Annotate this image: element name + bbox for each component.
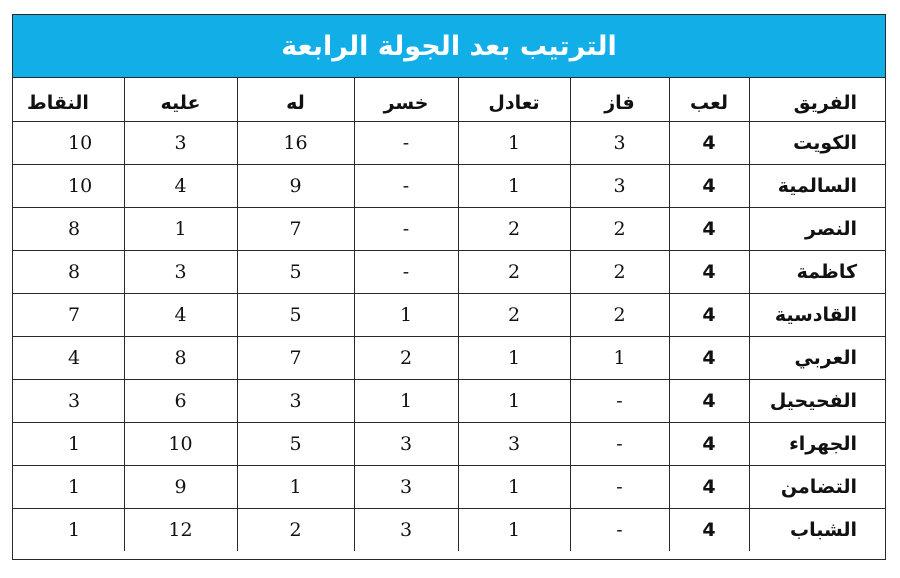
team-name: العربي: [749, 336, 885, 379]
points-cell: 1: [13, 508, 124, 551]
header-points: النقاط: [13, 78, 124, 121]
team-name: النصر: [749, 207, 885, 250]
goals-for-cell: 7: [237, 207, 354, 250]
goals-for-cell: 2: [237, 508, 354, 551]
played-cell: 4: [669, 422, 749, 465]
won-cell: 2: [570, 293, 669, 336]
header-team: الفريق: [749, 78, 885, 121]
goals-against-cell: 8: [124, 336, 237, 379]
won-cell: 1: [570, 336, 669, 379]
table-row: [13, 121, 885, 164]
lost-cell: 1: [354, 379, 458, 422]
lost-cell: -: [354, 164, 458, 207]
lost-cell: -: [354, 121, 458, 164]
table-row: [13, 164, 885, 207]
points-cell: 1: [13, 422, 124, 465]
table-row: [13, 465, 885, 508]
drawn-cell: 1: [458, 508, 570, 551]
team-name: الشباب: [749, 508, 885, 551]
team-name: الكويت: [749, 121, 885, 164]
table-row: [13, 336, 885, 379]
goals-against-cell: 12: [124, 508, 237, 551]
lost-cell: 1: [354, 293, 458, 336]
table-row: [13, 207, 885, 250]
team-name: السالمية: [749, 164, 885, 207]
header-played: لعب: [669, 78, 749, 121]
drawn-cell: 1: [458, 164, 570, 207]
goals-against-cell: 3: [124, 121, 237, 164]
points-cell: 3: [13, 379, 124, 422]
drawn-cell: 2: [458, 207, 570, 250]
drawn-cell: 1: [458, 121, 570, 164]
header-drawn: تعادل: [458, 78, 570, 121]
table-row: [13, 293, 885, 336]
goals-for-cell: 7: [237, 336, 354, 379]
won-cell: 2: [570, 207, 669, 250]
lost-cell: -: [354, 207, 458, 250]
header-row: [13, 78, 885, 121]
drawn-cell: 1: [458, 379, 570, 422]
goals-for-cell: 5: [237, 293, 354, 336]
goals-against-cell: 10: [124, 422, 237, 465]
played-cell: 4: [669, 164, 749, 207]
team-name: الجهراء: [749, 422, 885, 465]
won-cell: 3: [570, 164, 669, 207]
goals-for-cell: 3: [237, 379, 354, 422]
goals-against-cell: 3: [124, 250, 237, 293]
team-name: القادسية: [749, 293, 885, 336]
standings-table-frame: [12, 14, 886, 560]
drawn-cell: 3: [458, 422, 570, 465]
points-cell: 1: [13, 465, 124, 508]
goals-for-cell: 5: [237, 422, 354, 465]
team-name: كاظمة: [749, 250, 885, 293]
table-title: الترتيب بعد الجولة الرابعة: [13, 15, 885, 78]
won-cell: 2: [570, 250, 669, 293]
team-name: الفحيحيل: [749, 379, 885, 422]
lost-cell: 3: [354, 508, 458, 551]
team-name: التضامن: [749, 465, 885, 508]
goals-against-cell: 4: [124, 164, 237, 207]
goals-for-cell: 16: [237, 121, 354, 164]
table-row: [13, 379, 885, 422]
points-cell: 10: [13, 164, 124, 207]
goals-for-cell: 9: [237, 164, 354, 207]
goals-for-cell: 1: [237, 465, 354, 508]
lost-cell: 2: [354, 336, 458, 379]
played-cell: 4: [669, 336, 749, 379]
goals-against-cell: 4: [124, 293, 237, 336]
goals-against-cell: 1: [124, 207, 237, 250]
won-cell: -: [570, 465, 669, 508]
drawn-cell: 2: [458, 293, 570, 336]
lost-cell: -: [354, 250, 458, 293]
lost-cell: 3: [354, 422, 458, 465]
goals-for-cell: 5: [237, 250, 354, 293]
drawn-cell: 1: [458, 336, 570, 379]
won-cell: -: [570, 508, 669, 551]
header-won: فاز: [570, 78, 669, 121]
played-cell: 4: [669, 465, 749, 508]
drawn-cell: 2: [458, 250, 570, 293]
table-row: [13, 508, 885, 551]
header-lost: خسر: [354, 78, 458, 121]
points-cell: 8: [13, 250, 124, 293]
points-cell: 10: [13, 121, 124, 164]
points-cell: 8: [13, 207, 124, 250]
played-cell: 4: [669, 250, 749, 293]
points-cell: 7: [13, 293, 124, 336]
header-goals-against: عليه: [124, 78, 237, 121]
table-row: [13, 422, 885, 465]
goals-against-cell: 6: [124, 379, 237, 422]
lost-cell: 3: [354, 465, 458, 508]
played-cell: 4: [669, 207, 749, 250]
played-cell: 4: [669, 293, 749, 336]
won-cell: 3: [570, 121, 669, 164]
standings-table: [13, 78, 885, 551]
won-cell: -: [570, 422, 669, 465]
played-cell: 4: [669, 121, 749, 164]
won-cell: -: [570, 379, 669, 422]
played-cell: 4: [669, 379, 749, 422]
header-goals-for: له: [237, 78, 354, 121]
table-row: [13, 250, 885, 293]
points-cell: 4: [13, 336, 124, 379]
played-cell: 4: [669, 508, 749, 551]
drawn-cell: 1: [458, 465, 570, 508]
goals-against-cell: 9: [124, 465, 237, 508]
